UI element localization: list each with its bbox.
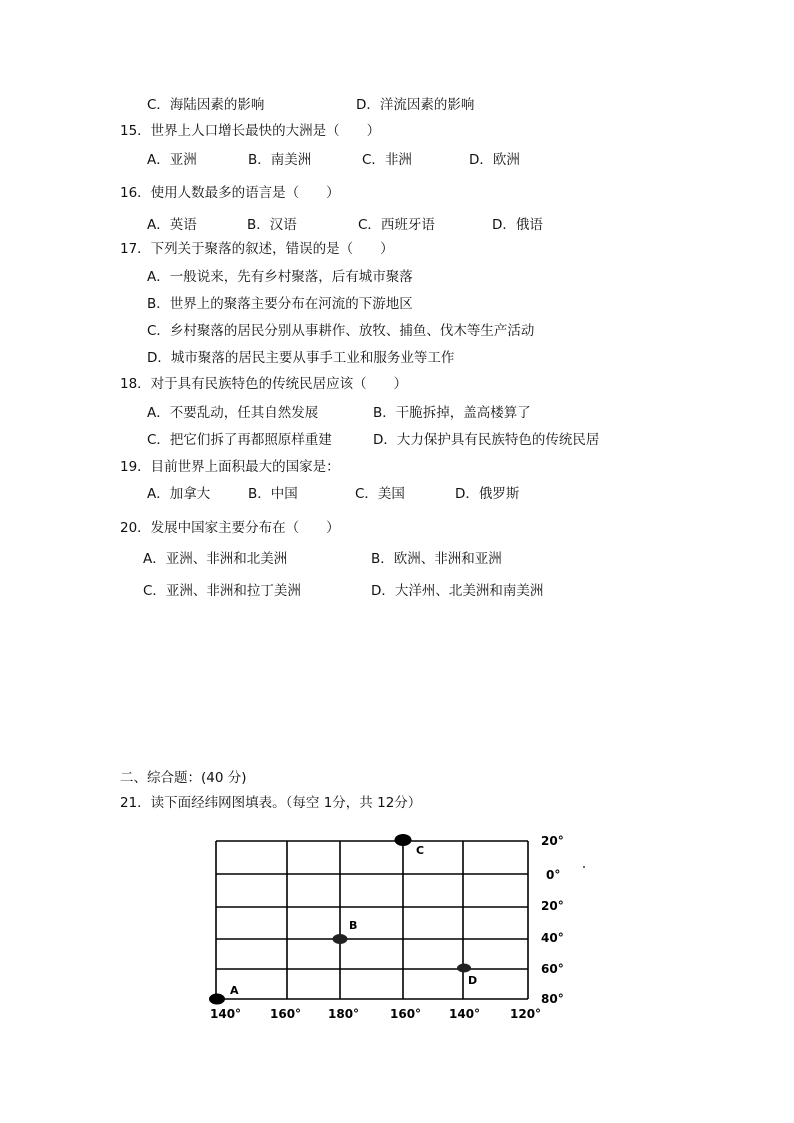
point-d-marker bbox=[457, 964, 471, 973]
stray-dot bbox=[583, 866, 585, 868]
lon-label-2: 160° bbox=[270, 1007, 302, 1021]
q17-stem: 17．下列关于聚落的叙述，错误的是（ ） bbox=[120, 241, 394, 257]
q18-option-c: C．把它们拆了再都照原样重建 bbox=[147, 432, 332, 448]
q20-option-b: B．欧洲、非洲和亚洲 bbox=[371, 551, 502, 567]
section-2-title: 二、综合题：(40 分) bbox=[120, 770, 247, 786]
q20-stem: 20．发展中国家主要分布在（ ） bbox=[120, 520, 340, 536]
lat-lon-grid-map bbox=[200, 826, 600, 1026]
point-a-label: A bbox=[230, 984, 239, 997]
q19-stem: 19．目前世界上面积最大的国家是： bbox=[120, 459, 340, 475]
q20-option-c: C．亚洲、非洲和拉丁美洲 bbox=[143, 583, 301, 599]
lat-label-3: 20° bbox=[541, 899, 564, 913]
q21-stem: 21．读下面经纬网图填表。（每空 1分，共 12分） bbox=[120, 795, 422, 811]
lat-label-5: 60° bbox=[541, 962, 564, 976]
lat-label-4: 40° bbox=[541, 931, 564, 945]
q20-option-d: D．大洋州、北美洲和南美洲 bbox=[371, 583, 544, 599]
q16-option-c: C．西班牙语 bbox=[358, 217, 435, 233]
q16-option-d: D．俄语 bbox=[492, 217, 543, 233]
q17-option-a: A．一般说来，先有乡村聚落，后有城市聚落 bbox=[147, 269, 413, 285]
q16-option-a: A．英语 bbox=[147, 217, 197, 233]
q19-option-d: D．俄罗斯 bbox=[455, 486, 520, 502]
q15-option-d: D．欧洲 bbox=[469, 152, 520, 168]
lat-label-2: 0° bbox=[546, 868, 561, 882]
q17-option-c: C．乡村聚落的居民分别从事耕作、放牧、捕鱼、伐木等生产活动 bbox=[147, 323, 535, 339]
lat-label-6: 80° bbox=[541, 992, 564, 1006]
q18-option-a: A．不要乱动，任其自然发展 bbox=[147, 405, 319, 421]
q20-option-a: A．亚洲、非洲和北美洲 bbox=[143, 551, 288, 567]
q17-option-d: D．城市聚落的居民主要从事手工业和服务业等工作 bbox=[147, 350, 455, 366]
q14-option-c: C．海陆因素的影响 bbox=[147, 97, 265, 113]
q15-option-b: B．南美洲 bbox=[248, 152, 312, 168]
q16-stem: 16．使用人数最多的语言是（ ） bbox=[120, 185, 340, 201]
lat-label-1: 20° bbox=[541, 834, 564, 848]
q14-option-d: D．洋流因素的影响 bbox=[356, 97, 475, 113]
lon-label-4: 160° bbox=[390, 1007, 422, 1021]
point-d-label: D bbox=[468, 974, 478, 987]
q18-option-d: D．大力保护具有民族特色的传统民居 bbox=[373, 432, 600, 448]
lon-label-1: 140° bbox=[210, 1007, 242, 1021]
point-b-label: B bbox=[349, 919, 358, 932]
point-b-marker bbox=[333, 934, 348, 944]
q17-option-b: B．世界上的聚落主要分布在河流的下游地区 bbox=[147, 296, 413, 312]
q18-stem: 18．对于具有民族特色的传统民居应该（ ） bbox=[120, 376, 408, 392]
lon-label-6: 120° bbox=[510, 1007, 542, 1021]
lon-label-3: 180° bbox=[328, 1007, 360, 1021]
q18-option-b: B．干脆拆掉，盖高楼算了 bbox=[373, 405, 531, 421]
q19-option-c: C．美国 bbox=[355, 486, 405, 502]
q15-option-c: C．非洲 bbox=[362, 152, 412, 168]
q19-option-b: B．中国 bbox=[248, 486, 298, 502]
point-a-marker bbox=[209, 994, 225, 1005]
grid-lines bbox=[216, 841, 528, 999]
lon-label-5: 140° bbox=[449, 1007, 481, 1021]
q19-option-a: A．加拿大 bbox=[147, 486, 211, 502]
q15-stem: 15．世界上人口增长最快的大洲是（ ） bbox=[120, 123, 381, 139]
q15-option-a: A．亚洲 bbox=[147, 152, 197, 168]
q16-option-b: B．汉语 bbox=[247, 217, 297, 233]
point-c-marker bbox=[395, 834, 412, 846]
point-c-label: C bbox=[416, 844, 425, 857]
